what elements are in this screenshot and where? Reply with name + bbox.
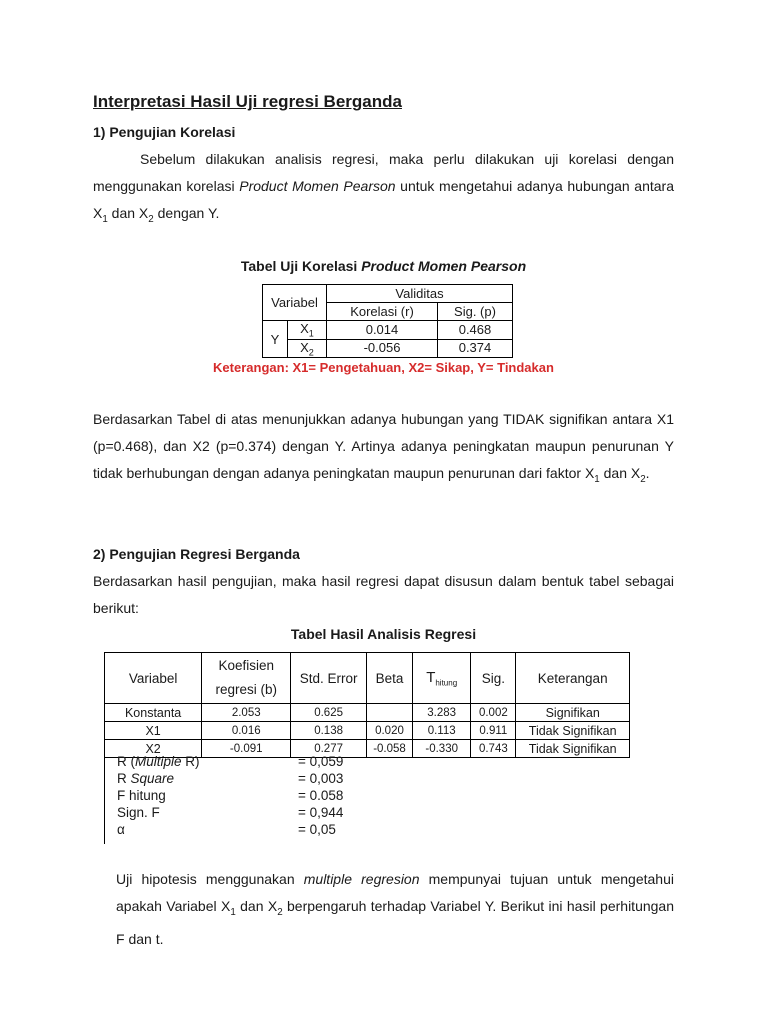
table1-caption: Tabel Uji Korelasi Product Momen Pearson bbox=[240, 258, 527, 274]
stat-value: = 0,003 bbox=[298, 771, 344, 786]
stat-label: Sign. F bbox=[117, 805, 160, 820]
col-beta: Beta bbox=[366, 653, 412, 704]
row-var-x1: $X_1$ bbox=[288, 321, 327, 339]
cell-r-x1: 0.014 bbox=[327, 322, 437, 340]
cell-sig: 0.743 bbox=[471, 740, 516, 758]
section1-heading: 1) Pengujian Korelasi bbox=[93, 124, 236, 140]
cell-t: 0.113 bbox=[413, 722, 471, 740]
regression-stats bbox=[104, 753, 405, 844]
stat-row bbox=[105, 787, 346, 804]
col-keterangan: Keterangan bbox=[516, 653, 630, 704]
cell-se: 0.138 bbox=[291, 722, 367, 740]
cell-beta: -0.058 bbox=[366, 740, 412, 758]
cell-se: 0.625 bbox=[291, 704, 367, 722]
stat-row bbox=[105, 804, 346, 821]
table-row bbox=[105, 722, 630, 740]
cell-t: -0.330 bbox=[413, 740, 471, 758]
col-t-hitung: $T_{hitung}$ bbox=[413, 653, 471, 704]
col-variabel: Variabel bbox=[105, 653, 202, 704]
korelasi-values bbox=[327, 321, 438, 358]
cell-p-x1: 0.468 bbox=[438, 322, 512, 340]
stat-value: = 0,059 bbox=[298, 754, 344, 769]
correlation-table bbox=[262, 284, 513, 358]
cell-ket: Tidak Signifikan bbox=[516, 740, 630, 758]
stat-label: F hitung bbox=[117, 788, 166, 803]
sig-values bbox=[438, 321, 513, 358]
row-group-y: Y bbox=[263, 321, 288, 357]
cell-sig: 0.002 bbox=[471, 704, 516, 722]
table2-caption: Tabel Hasil Analisis Regresi bbox=[290, 626, 477, 642]
col-korelasi: Korelasi (r) bbox=[327, 303, 438, 321]
stat-label: R (Multiple R) bbox=[117, 754, 200, 769]
stat-label: α bbox=[117, 822, 125, 837]
cell-p-x2: 0.374 bbox=[458, 339, 492, 355]
table-row bbox=[105, 704, 630, 722]
table-row bbox=[263, 321, 327, 358]
cell-sig: 0.911 bbox=[471, 722, 516, 740]
stat-row bbox=[105, 753, 346, 770]
cell-b: 2.053 bbox=[202, 704, 291, 722]
stat-label: R Square bbox=[117, 771, 175, 786]
cell-var: X1 bbox=[105, 722, 202, 740]
cell-beta bbox=[366, 704, 412, 722]
section2-heading: 2) Pengujian Regresi Berganda bbox=[93, 546, 300, 562]
col-validitas: Validitas bbox=[327, 285, 513, 303]
cell-r-x2: -0.056 bbox=[363, 339, 401, 355]
cell-b: -0.091 bbox=[202, 740, 291, 758]
table1-note: Keterangan: X1= Pengetahuan, X2= Sikap, Y= Tindakan bbox=[213, 360, 554, 375]
cell-b: 0.016 bbox=[202, 722, 291, 740]
cell-ket: Tidak Signifikan bbox=[516, 722, 630, 740]
col-variabel: Variabel bbox=[263, 285, 327, 321]
col-sig: Sig. (p) bbox=[438, 303, 513, 321]
stat-value: = 0,944 bbox=[298, 805, 344, 820]
regression-table bbox=[104, 652, 630, 758]
col-koefisien: Koefisien regresi (b) bbox=[202, 653, 291, 704]
col-std-error: Std. Error bbox=[291, 653, 367, 704]
stat-row bbox=[105, 770, 346, 787]
col-sig: Sig. bbox=[471, 653, 516, 704]
document-title: Interpretasi Hasil Uji regresi Berganda bbox=[93, 92, 402, 111]
cell-var: X2 bbox=[105, 740, 202, 758]
cell-ket: Signifikan bbox=[516, 704, 630, 722]
stat-value: = 0.058 bbox=[298, 788, 344, 803]
stat-value: = 0,05 bbox=[298, 822, 336, 837]
row-var-x2: $X_2$ bbox=[300, 339, 314, 358]
section1-paragraph: Sebelum dilakukan analisis regresi, maka perlu dilakukan uji korelasi dengan menggunakan korelasi Product Momen Pearson untuk mengetahui adanya hubungan antara $X_1$ dan $X_2$ dengan Y. bbox=[93, 151, 675, 225]
result-paragraph: Berdasarkan Tabel di atas menunjukkan adanya hubungan yang TIDAK signifikan antara X1 (p=0.468), dan X2 (p=0.374) dengan Y. Artinya adanya peningkatan maupun penurunan Y tidak berhubungan dengan adanya peningkatan maupun penurunan dari faktor $X_1$ dan $X_2$. bbox=[93, 411, 674, 485]
section2-paragraph: Berdasarkan hasil pengujian, maka hasil regresi dapat disusun dalam bentuk tabel sebagai berikut: bbox=[93, 573, 674, 616]
cell-se: 0.277 bbox=[291, 740, 367, 758]
cell-var: Konstanta bbox=[105, 704, 202, 722]
cell-t: 3.283 bbox=[413, 704, 471, 722]
hypothesis-paragraph: Uji hipotesis menggunakan multiple regresion mempunyai tujuan untuk mengetahui apakah Variabel $X_1$ dan $X_2$ berpengaruh terhadap Variabel Y. Berikut ini hasil perhitungan F dan t. bbox=[116, 871, 674, 947]
cell-beta: 0.020 bbox=[366, 722, 412, 740]
stat-row bbox=[105, 821, 346, 838]
